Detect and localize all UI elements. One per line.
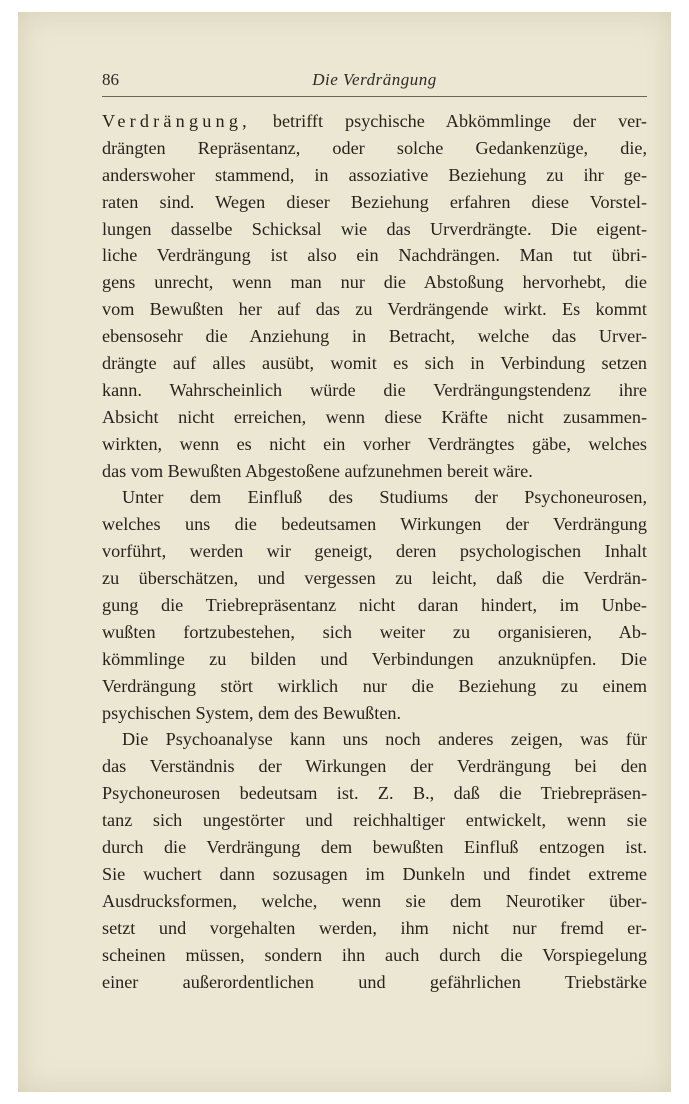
text-line: vorführt, werden wir geneigt, deren psychologischen Inhalt (102, 541, 647, 562)
text-line: vom Bewußten her auf das zu Verdrängende wirkt. Es kommt (102, 299, 647, 320)
text-line: kömmlinge zu bilden und Verbindungen anzuknüpfen. Die (102, 648, 647, 669)
text-line: wußten fortzubestehen, sich weiter zu organisieren, Ab- (102, 621, 647, 642)
text-line: kann. Wahrscheinlich würde die Verdrängungstendenz ihre (102, 379, 647, 400)
text-line: Psychoneurosen bedeutsam ist. Z. B., daß die Triebrepräsen- (102, 783, 647, 804)
text-line: gens unrecht, wenn man nur die Abstoßung hervorhebt, die (102, 272, 647, 293)
text-line: wirkten, wenn es nicht ein vorher Verdrängtes gäbe, welches (102, 433, 647, 454)
text-line: tanz sich ungestörter und reichhaltiger entwickelt, wenn sie (102, 810, 647, 831)
text-line: lungen dasselbe Schicksal wie das Urverdrängte. Die eigent- (102, 218, 647, 239)
text-line: das vom Bewußten Abgestoßene aufzunehmen bereit wäre. (102, 460, 533, 481)
text-line: ebensosehr die Anziehung in Betracht, welche das Urver- (102, 326, 647, 347)
text-line: drängte auf alles ausübt, womit es sich in Verbindung setzen (102, 353, 647, 374)
text-line: Verdrängung stört wirklich nur die Beziehung zu einem (102, 675, 647, 696)
body-text (102, 108, 647, 995)
text-line: gung die Triebrepräsentanz nicht daran hindert, im Unbe- (102, 595, 647, 616)
text-line: Die Psychoanalyse kann uns noch anderes zeigen, was für (122, 729, 647, 750)
text-line: setzt und vorgehalten werden, ihm nicht nur fremd er- (102, 917, 647, 938)
text-line: Verdrängung, betrifft psychische Abkömmlinge der ver- (102, 111, 647, 131)
text-line: Absicht nicht erreichen, wenn diese Kräfte nicht zusammen- (102, 406, 647, 427)
text-line: anderswoher stammend, in assoziative Beziehung zu ihr ge- (102, 164, 647, 185)
text-line: raten sind. Wegen dieser Beziehung erfahren diese Vorstel- (102, 191, 647, 212)
running-head (102, 62, 647, 97)
text-line: drängten Repräsentanz, oder solche Gedankenzüge, die, (102, 137, 647, 158)
running-title: Die Verdrängung (312, 70, 437, 89)
book-page (18, 12, 671, 1092)
text-line: Ausdrucksformen, welche, wenn sie dem Neurotiker über- (102, 890, 647, 911)
text-line: einer außerordentlichen und gefährlichen Triebstärke (102, 971, 647, 992)
text-line: zu überschätzen, und vergessen zu leicht, daß die Verdrän- (102, 568, 647, 589)
text-line: psychischen System, dem des Bewußten. (102, 702, 402, 723)
text-line: scheinen müssen, sondern ihn auch durch die Vorspiegelung (102, 944, 647, 965)
text-line: durch die Verdrängung dem bewußten Einfluß entzogen ist. (102, 837, 647, 858)
text-line: das Verständnis der Wirkungen der Verdrängung bei den (102, 756, 647, 777)
page-number: 86 (102, 70, 119, 89)
text-line: welches uns die bedeutsamen Wirkungen der Verdrängung (102, 514, 647, 535)
text-line: Unter dem Einfluß des Studiums der Psychoneurosen, (122, 487, 647, 508)
text-line: liche Verdrängung ist also ein Nachdrängen. Man tut übri- (102, 245, 647, 266)
emphasized-word: Verdrängung, (102, 111, 251, 131)
text-line: Sie wuchert dann sozusagen im Dunkeln und findet extreme (102, 863, 647, 884)
